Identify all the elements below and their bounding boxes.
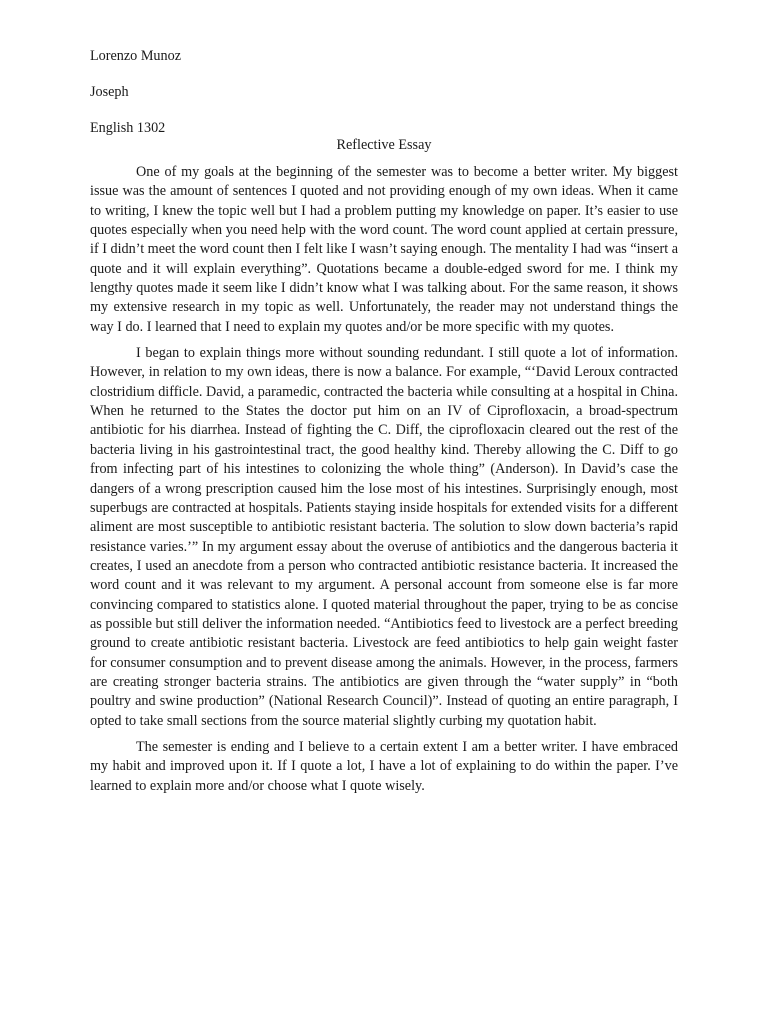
instructor-name: Joseph (90, 84, 129, 100)
author-name: Lorenzo Munoz (90, 48, 182, 64)
course-name: English 1302 (90, 120, 166, 136)
essay-title: Reflective Essay (336, 137, 432, 153)
essay-paragraph: The semester is ending and I believe to a certain extent I am a better writer. I have embraced my habit and improved upon it. If I quote a lot, I have a lot of explaining to do within the paper. I’ve learned to explain more and/or choose what I quote wisely. (90, 738, 678, 794)
essay-body (90, 163, 678, 796)
essay-paragraph: I began to explain things more without sounding redundant. I still quote a lot of information. However, in relation to my own ideas, there is now a balance. For example, “‘David Leroux contracted clostridium difficle. David, a paramedic, contracted the bacteria while consulting at a hospital in China. When he returned to the States the doctor put him on an IV of Ciprofloxacin, a broad-spectrum antibiotic for his diarrhea. Instead of fighting the C. Diff, the ciprofloxacin cleared out the rest of the bacteria living in his gastrointestinal tract, the good healthy kind. Thereby allowing the C. Diff to go from infecting part of his intestines to colonizing the whole thing” (Anderson). In David’s case the dangers of a wrong prescription caused him the lose most of his intestines. Surprisingly enough, most superbugs are contracted at hospitals. Patients staying inside hospitals for extended visits for a different aliment are most susceptible to antibiotic resistant bacteria. The solution to slow down bacteria’s rapid resistance varies.’” In my argument essay about the overuse of antibiotics and the dangerous bacteria it creates, I used an anecdote from a person who contracted antibiotic resistance bacteria. It increased the word count and it was relevant to my argument. A personal account from someone else is far more convincing compared to statistics alone. I quoted material throughout the paper, trying to be as concise as possible but still deliver the information needed. “Antibiotics feed to livestock are a perfect breeding ground to create antibiotic resistant bacteria. Livestock are feed antibiotics to help gain weight faster for consumer consumption and to prevent disease among the animals. However, in the process, farmers are creating stronger bacteria strains. The antibiotics are given through the “water supply” in “both poultry and swine production” (National Research Council)”. Instead of quoting an entire paragraph, I opted to take small sections from the source material slightly curbing my quotation habit. (90, 345, 678, 729)
essay-paragraph: One of my goals at the beginning of the semester was to become a better writer. My biggest issue was the amount of sentences I quoted and not providing enough of my own ideas. When it came to writing, I knew the topic well but I had a problem putting my knowledge on paper. It’s easier to use quotes especially when you need help with the word count. The word count applied at certain pressure, if I didn’t meet the word count then I felt like I wasn’t saying enough. The mentality I had was “insert a quote and it will explain everything”. Quotations became a double-edged sword for me. I think my lengthy quotes made it seem like I didn’t know what I was talking about. For the same reason, it shows my extensive research in my topic as well. Unfortunately, the reader may not understand things the way I do. I learned that I need to explain my quotes and/or be more specific with my quotes. (90, 164, 678, 335)
